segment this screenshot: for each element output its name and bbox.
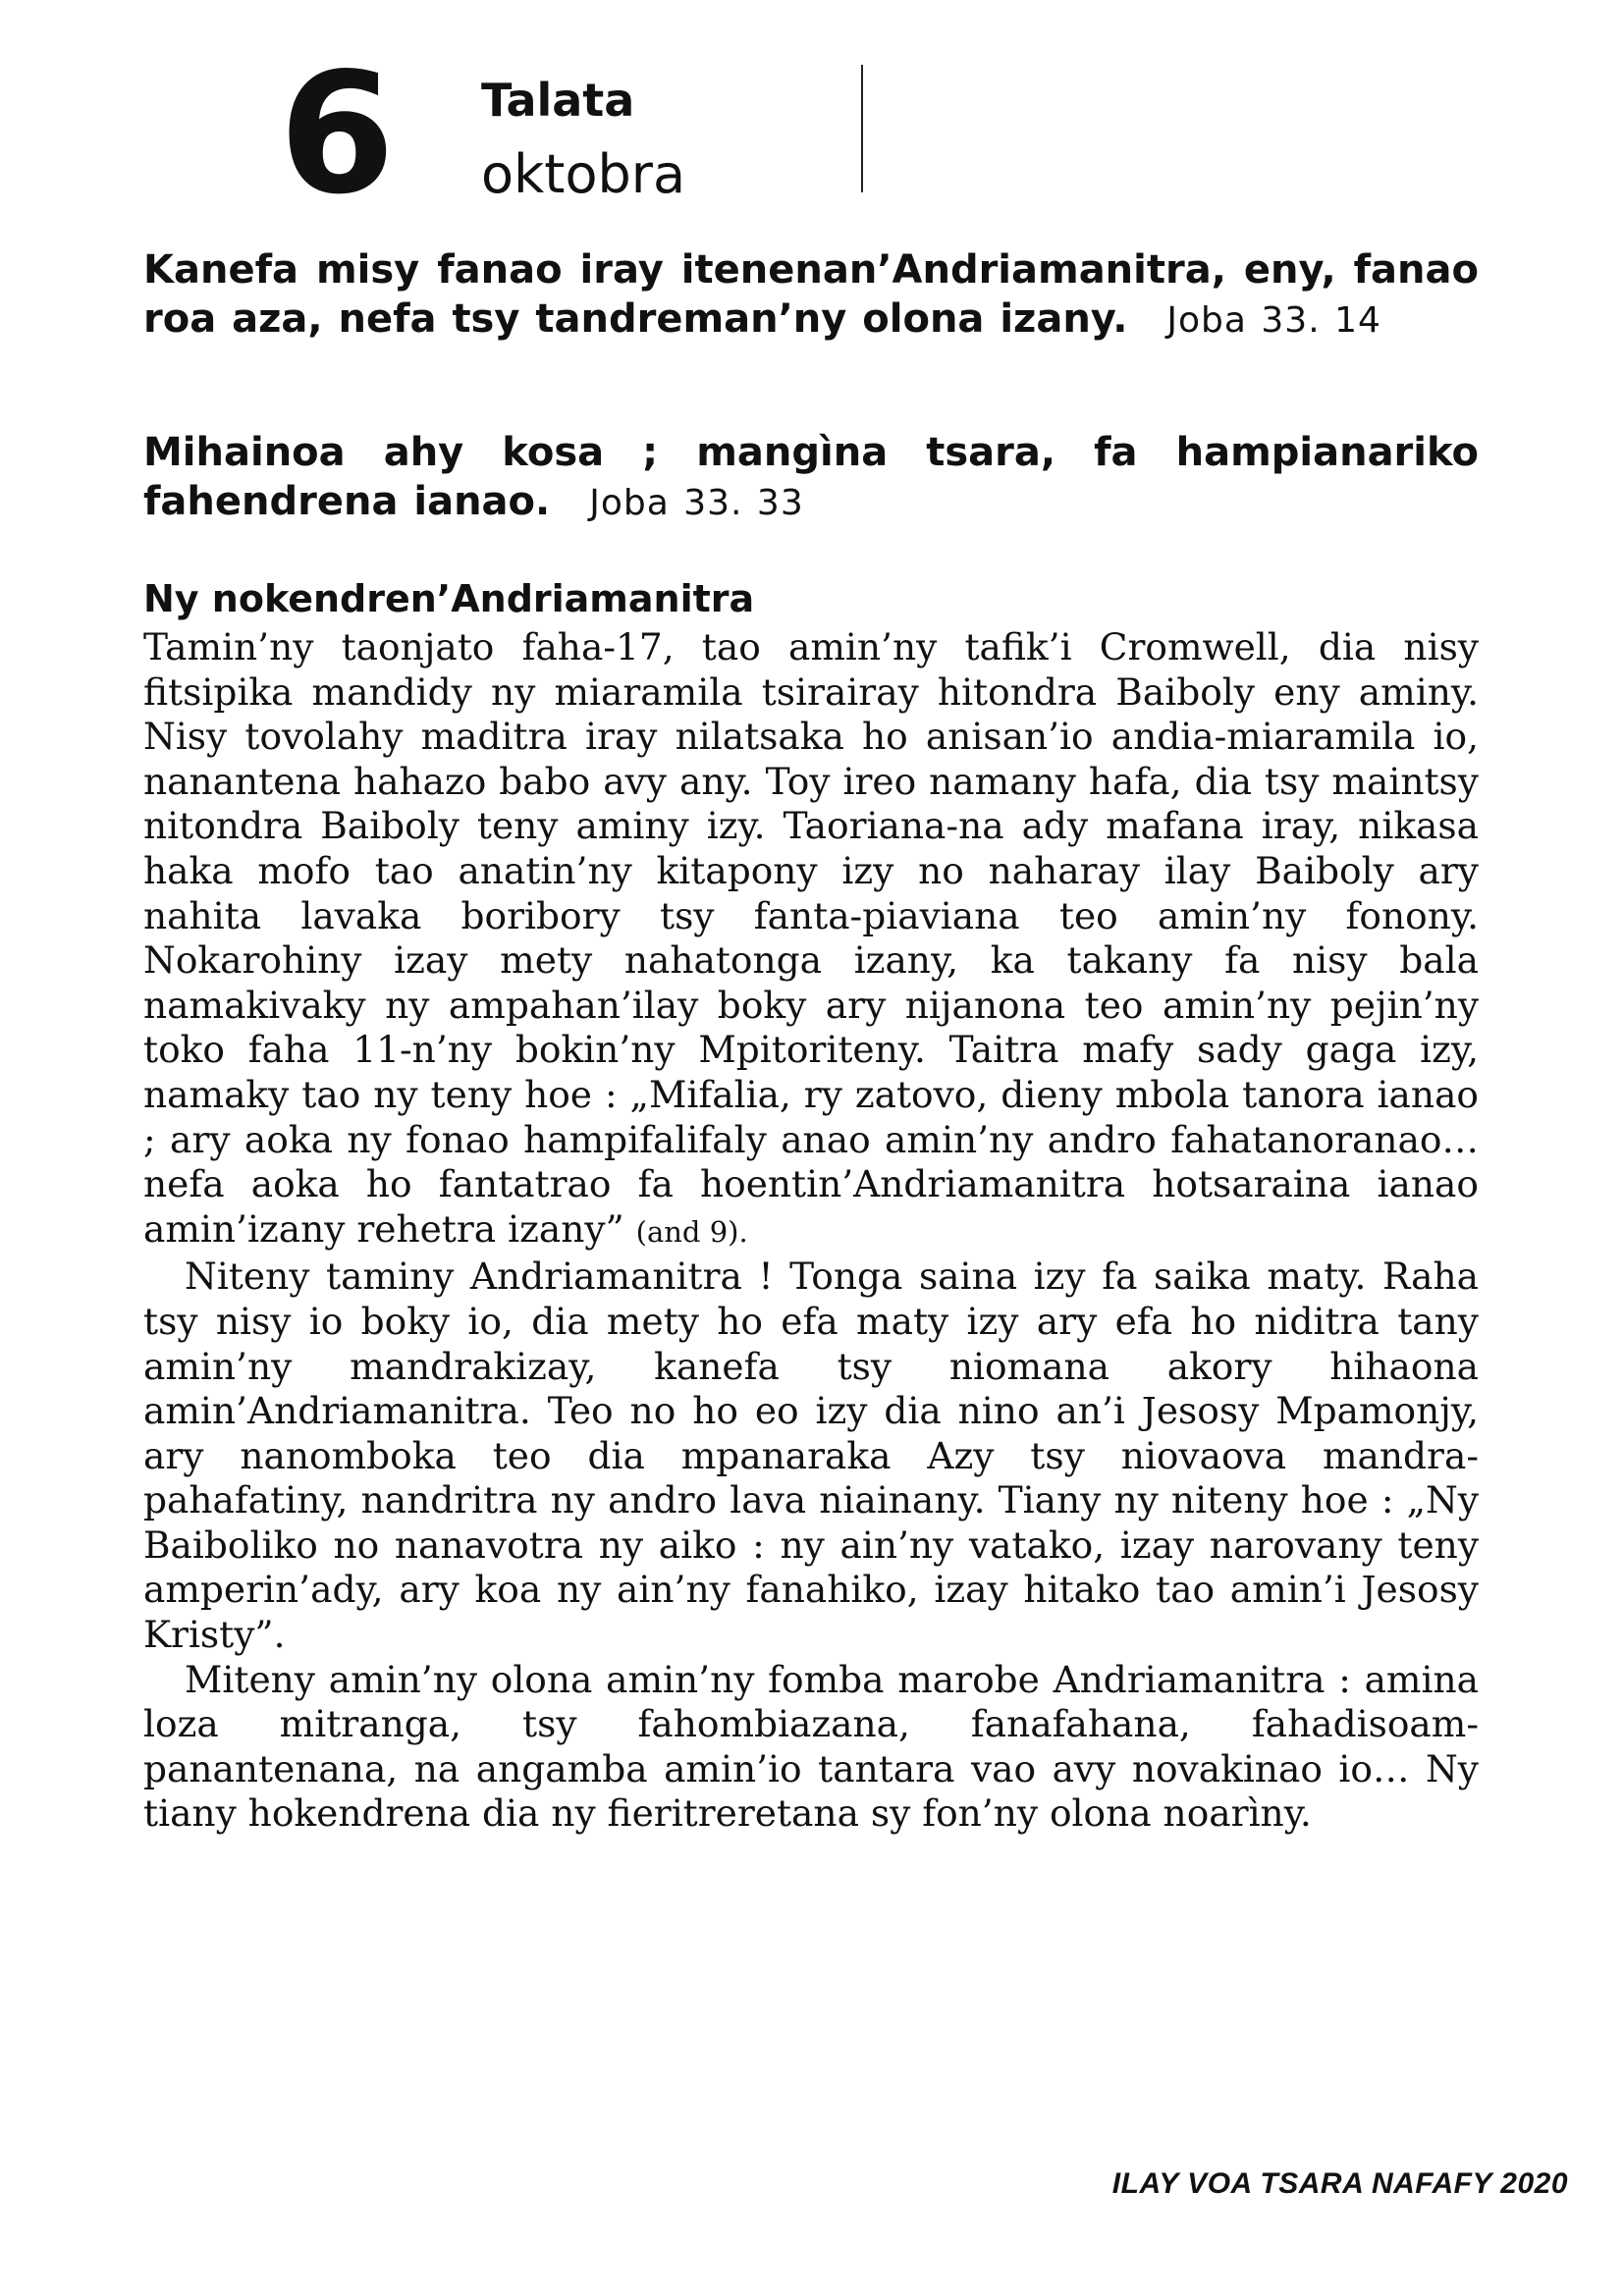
month: oktobra bbox=[481, 143, 686, 205]
verse-2-reference: Joba 33. 33 bbox=[589, 483, 804, 523]
day-number: 6 bbox=[279, 37, 392, 232]
verse-2-text: Mihainoa ahy kosa ; mangìna tsara, fa hampianariko fahendrena ianao. bbox=[143, 430, 1479, 524]
devotion-title: Ny nokendren’Andriamanitra bbox=[143, 577, 755, 620]
publication-footer: ILAY VOA TSARA NAFAFY 2020 bbox=[1111, 2167, 1568, 2200]
body-paragraph-1 bbox=[143, 625, 1479, 1255]
verse-2 bbox=[143, 428, 1479, 528]
devotion-body bbox=[143, 625, 1479, 1837]
body-paragraph-1-cite: (and 9). bbox=[635, 1214, 748, 1249]
weekday: Talata bbox=[481, 74, 635, 127]
verse-1-text: Kanefa misy fanao iray itenenan’Andriamanitra, eny, fanao roa aza, nefa tsy tandreman’ny olona izany. bbox=[143, 247, 1479, 342]
body-paragraph-1-text: Tamin’ny taonjato faha-17, tao amin’ny tafik’i Cromwell, dia nisy fitsipika mandidy ny miaramila tsirairay hitondra Baiboly eny aminy. Nisy tovolahy maditra iray nilatsaka ho anisan’io andia-miaramila io, nanantena hahazo babo avy any. Toy ireo namany hafa, dia tsy maintsy nitondra Baiboly teny aminy izy. Taoriana-na ady mafana iray, nikasa haka mofo tao anatin’ny kitapony izy no naharay ilay Baiboly ary nahita lavaka boribory tsy fanta-piaviana teo amin’ny fonony. Nokarohiny izay mety nahatonga izany, ka takany fa nisy bala namakivaky ny ampahan’ilay boky ary nijanona teo amin’ny pejin’ny toko faha 11-n’ny bokin’ny Mpitoriteny. Taitra mafy sady gaga izy, namaky tao ny teny hoe : „Mifalia, ry zatovo, dieny mbola tanora ianao ; ary aoka ny fonao hampifalifaly anao amin’ny andro fahatanoranao… nefa aoka ho fantatrao fa hoentin’Andriamanitra hotsaraina ianao amin’izany rehetra izany” bbox=[143, 625, 1479, 1251]
header-divider bbox=[861, 65, 863, 192]
body-paragraph-3: Miteny amin’ny olona amin’ny fomba marobe Andriamanitra : amina loza mitranga, tsy fahombiazana, fanafahana, fahadisoam-panantenana, na angamba amin’io tantara vao avy novakinao io… Ny tiany hokendrena dia ny fieritreretana sy fon’ny olona noarìny. bbox=[143, 1657, 1479, 1836]
body-paragraph-2: Niteny taminy Andriamanitra ! Tonga saina izy fa saika maty. Raha tsy nisy io boky io, dia mety ho efa maty izy ary efa ho niditra tany amin’ny mandrakizay, kanefa tsy niomana akory hihaona amin’Andriamanitra. Teo no ho eo izy dia nino an’i Jesosy Mpamonjy, ary nanomboka teo dia mpanaraka Azy tsy niovaova mandra-pahafatiny, nandritra ny andro lava niainany. Tiany ny niteny hoe : „Ny Baiboliko no nanavotra ny aiko : ny ain’ny vatako, izay narovany teny amperin’ady, ary koa ny ain’ny fanahiko, izay hitako tao amin’i Jesosy Kristy”. bbox=[143, 1255, 1479, 1657]
verse-1 bbox=[143, 245, 1479, 346]
verse-1-reference: Joba 33. 14 bbox=[1166, 300, 1381, 341]
